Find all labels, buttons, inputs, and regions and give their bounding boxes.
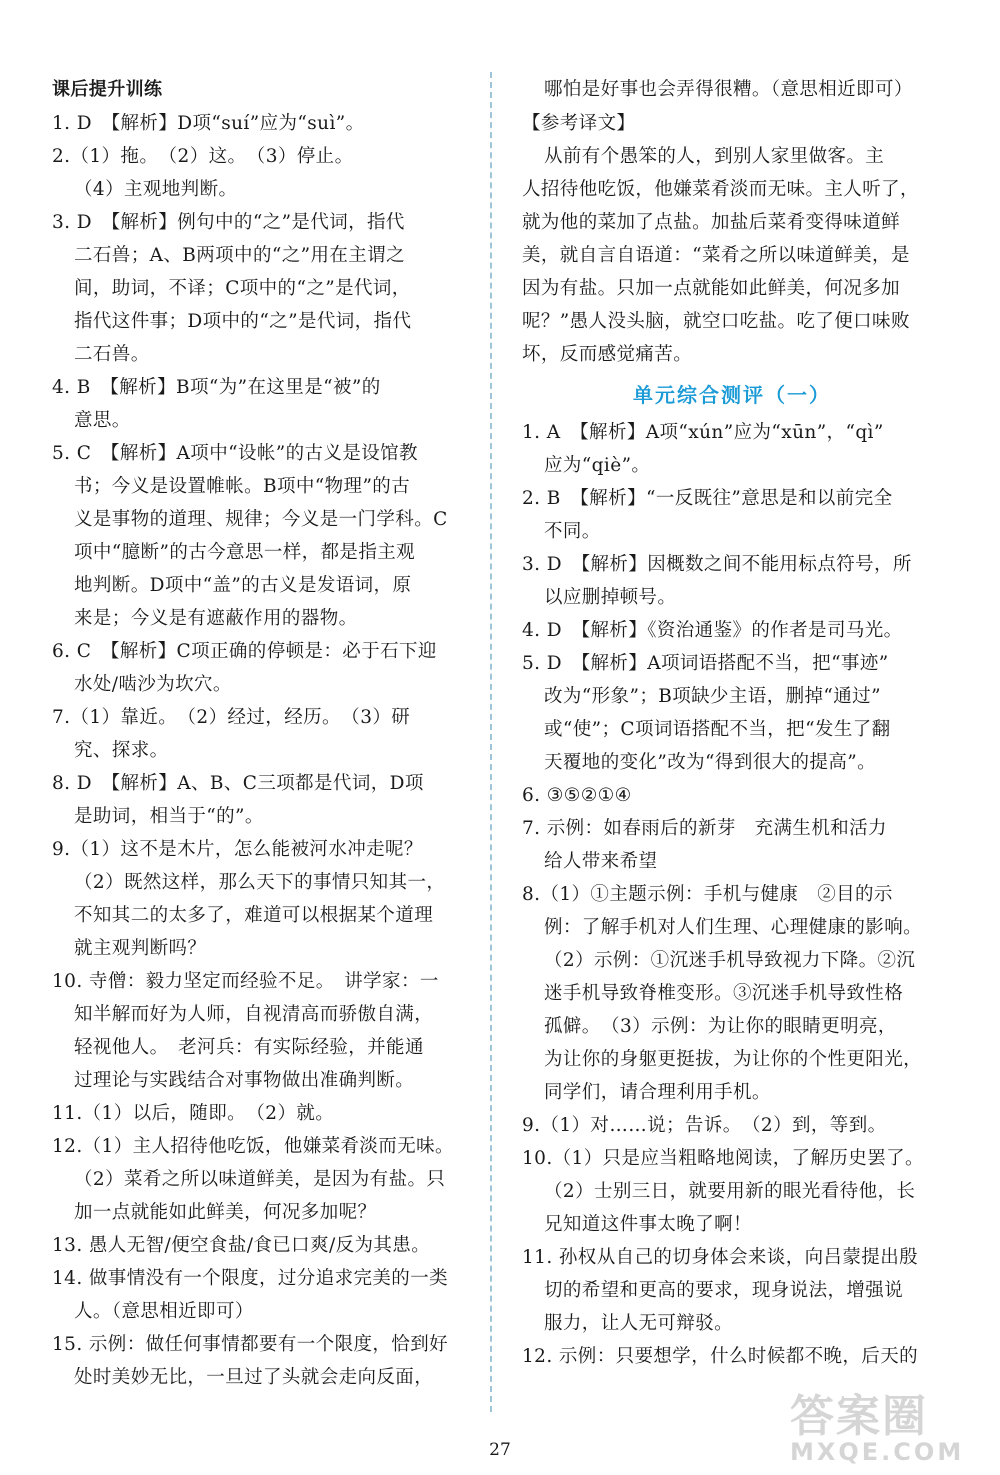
right-text-line: 5. D 【解析】A项词语搭配不当，把“事迹” [522, 653, 889, 674]
right-text-line: 呢？”愚人没头脑，就空口吃盐。吃了便口味败 [522, 311, 910, 332]
right-text-line: 为让你的身躯更挺拔，为让你的个性更阳光， [544, 1049, 923, 1070]
page-number: 27 [489, 1440, 511, 1460]
right-text-line: 【参考译文】 [522, 113, 636, 134]
left-text-line: 是助词，相当于“的”。 [74, 806, 264, 827]
left-text-line: 11.（1）以后，随即。 （2）就。 [52, 1103, 335, 1124]
right-text-line: 单元综合测评（一） [633, 383, 831, 407]
left-text-line: （4）主观地判断。 [74, 179, 238, 200]
right-text-line: 不同。 [544, 521, 601, 542]
left-text-line: 7.（1）靠近。 （2）经过，经历。 （3）研 [52, 707, 411, 728]
left-text-line: （2）既然这样，那么天下的事情只知其一， [74, 872, 446, 893]
right-text-line: 迷手机导致脊椎变形。③沉迷手机导致性格 [544, 983, 904, 1004]
left-text-line: 人。（意思相近即可） [74, 1301, 254, 1322]
column-divider [490, 72, 492, 1412]
right-text-line: 天覆地的变化”改为“得到很大的提高”。 [544, 752, 876, 773]
left-text-line: 1. D 【解析】D项“suí”应为“suì”。 [52, 113, 365, 134]
right-text-line: 例：了解手机对人们生理、心理健康的影响。 [544, 917, 923, 938]
left-text-line: （2）菜肴之所以味道鲜美，是因为有盐。只 [74, 1169, 446, 1190]
right-text-line: 孤僻。 （3）示例：为让你的眼睛更明亮， [544, 1016, 897, 1037]
left-text-line: 来是；今义是有遮蔽作用的器物。 [74, 608, 358, 629]
left-text-line: 14. 做事情没有一个限度，过分追求完美的一类 [52, 1268, 449, 1289]
left-text-line: 2.（1）拖。 （2）这。 （3）停止。 [52, 146, 354, 167]
right-text-line: 就为他的菜加了点盐。加盐后菜肴变得味道鲜 [522, 212, 901, 233]
watermark-text: 答案圈 [790, 1391, 928, 1442]
left-text-line: 5. C 【解析】A项中“设帐”的古义是设馆教 [52, 443, 418, 464]
left-text-line: 间，助词，不译；C项中的“之”是代词， [74, 278, 411, 299]
right-text-line: 从前有个愚笨的人，到别人家里做客。主 [544, 146, 885, 167]
right-text-line: 服力，让人无可辩驳。 [544, 1313, 734, 1334]
watermark-logo [790, 1391, 990, 1470]
right-text-line: 给人带来希望 [544, 851, 658, 872]
right-text-line: 9.（1）对……说；告诉。 （2）到，等到。 [522, 1115, 887, 1136]
left-text-line: 加一点就能如此鲜美，何况多加呢？ [74, 1202, 377, 1223]
left-text-line: 8. D 【解析】A、B、C三项都是代词，D项 [52, 773, 424, 794]
left-text-line: 3. D 【解析】例句中的“之”是代词，指代 [52, 212, 405, 233]
right-text-line: （2）示例：①沉迷手机导致视力下降。②沉 [544, 950, 916, 971]
left-text-line: 地判断。D项中“盖”的古义是发语词，原 [74, 575, 412, 596]
left-text-line: 处时美妙无比，一旦过了头就会走向反面， [74, 1367, 434, 1388]
right-text-line: 兄知道这件事太晚了啊！ [544, 1214, 752, 1235]
left-text-line: 项中“臆断”的古今意思一样，都是指主观 [74, 542, 416, 563]
right-text-line: 应为“qiè”。 [544, 455, 651, 476]
right-text-line: 因为有盐。只加一点就能如此鲜美，何况多加 [522, 278, 901, 299]
right-text-line: 10.（1）只是应当粗略地阅读，了解历史罢了。 [522, 1148, 924, 1169]
left-text-line: 指代这件事；D项中的“之”是代词，指代 [74, 311, 412, 332]
left-text-line: 究、探求。 [74, 740, 169, 761]
right-text-line: 2. B 【解析】“一反既往”意思是和以前完全 [522, 488, 893, 509]
right-text-line: 人招待他吃饭，他嫌菜肴淡而无味。主人听了， [522, 179, 919, 200]
right-text-line: 以应删掉顿号。 [544, 587, 677, 608]
watermark-url: MXQE.COM [790, 1438, 965, 1466]
right-text-line: 3. D 【解析】因概数之间不能用标点符号，所 [522, 554, 912, 575]
left-text-line: 6. C 【解析】C项正确的停顿是：必于石下迎 [52, 641, 437, 662]
right-text-line: 6. ③⑤②①④ [522, 785, 632, 806]
right-text-line: 美，就自言自语道：“菜肴之所以味道鲜美，是 [522, 245, 910, 266]
left-text-line: 10. 寺僧：毅力坚定而经验不足。 讲学家：一 [52, 971, 439, 992]
right-text-line: 12. 示例：只要想学，什么时候都不晚，后天的 [522, 1346, 919, 1367]
left-text-line: 4. B 【解析】B项“为”在这里是“被”的 [52, 377, 381, 398]
left-text-line: 就主观判断吗？ [74, 938, 207, 959]
right-text-line: 或“使”；C项词语搭配不当，把“发生了翻 [544, 719, 891, 740]
right-text-line: 切的希望和更高的要求，现身说法，增强说 [544, 1280, 904, 1301]
left-text-line: 过理论与实践结合对事物做出准确判断。 [74, 1070, 415, 1091]
left-text-line: 义是事物的道理、规律；今义是一门学科。C [74, 509, 448, 530]
right-text-line: 改为“形象”；B项缺少主语，删掉“通过” [544, 686, 881, 707]
right-text-line: （2）士别三日，就要用新的眼光看待他，长 [544, 1181, 916, 1202]
left-text-line: 13. 愚人无智/便空食盐/食已口爽/反为其患。 [52, 1235, 431, 1256]
right-text-line: 哪怕是好事也会弄得很糟。（意思相近即可） [544, 79, 913, 100]
left-text-line: 意思。 [74, 410, 131, 431]
right-text-line: 7. 示例：如春雨后的新芽 充满生机和活力 [522, 818, 887, 839]
right-text-line: 8.（1）①主题示例：手机与健康 ②目的示 [522, 884, 893, 905]
right-text-line: 1. A 【解析】A项“xún”应为“xūn”，“qì” [522, 422, 884, 443]
right-text-line: 同学们，请合理利用手机。 [544, 1082, 771, 1103]
right-text-line: 4. D 【解析】《资治通鉴》的作者是司马光。 [522, 620, 903, 641]
left-text-line: 15. 示例：做任何事情都要有一个限度，恰到好 [52, 1334, 449, 1355]
right-text-line: 坏，反而感觉痛苦。 [522, 344, 693, 365]
left-text-line: 水处/啮沙为坎穴。 [74, 674, 232, 695]
left-text-line: 书；今义是设置帷帐。B项中“物理”的古 [74, 476, 411, 497]
left-text-line: 知半解而好为人师，自视清高而骄傲自满， [74, 1004, 434, 1025]
left-text-line: 二石兽。 [74, 344, 150, 365]
left-text-line: 课后提升训练 [52, 79, 163, 100]
right-text-line: 11. 孙权从自己的切身体会来谈，向吕蒙提出殷 [522, 1247, 919, 1268]
left-text-line: 12.（1）主人招待他吃饭，他嫌菜肴淡而无味。 [52, 1136, 454, 1157]
left-text-line: 不知其二的太多了，难道可以根据某个道理 [74, 905, 434, 926]
left-text-line: 轻视他人。 老河兵：有实际经验，并能通 [74, 1037, 424, 1058]
left-text-line: 二石兽；A、B两项中的“之”用在主谓之 [74, 245, 405, 266]
left-text-line: 9.（1）这不是木片，怎么能被河水冲走呢？ [52, 839, 423, 860]
